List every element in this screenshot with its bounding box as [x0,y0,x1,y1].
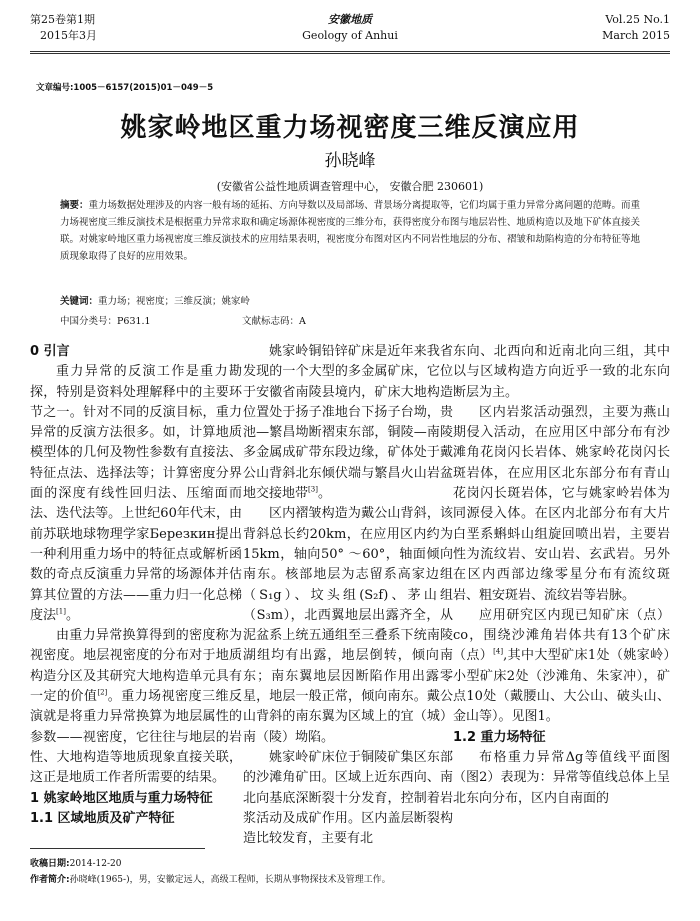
citation: [3] [308,485,318,494]
received-date: 收稿日期:2014-12-20 [30,859,122,869]
section-heading-1: 1 姚家岭地区地质与重力场特征 [30,790,213,806]
journal-name-en: Geology of Anhui [302,29,398,42]
keywords [60,293,250,307]
header-rule [30,51,670,52]
paragraph: 东向、北西向和近南北向三组，其中以与区域构造方向近乎一致的北东向断层为主。 [453,344,670,400]
subsection-heading-1-1: 1.1 区域地质及矿产特征 [30,810,175,826]
section-heading-intro: 0 引言 [30,344,70,359]
keywords-text: 重力场；视密度；三维反演；姚家岭 [98,296,251,307]
author-bio: 作者简介:孙晓峰(1965-)，男，安徽定远人，高级工程师，长期从事物探技术及管理工作。 [30,875,391,885]
author-name: 孙晓峰 [324,151,376,171]
column-1 [30,342,242,829]
date-cn: 2015年3月 [40,29,97,42]
footnote-rule [30,848,205,849]
volume-issue-en: Vol.25 No.1 [605,13,670,26]
citation: [2] [97,688,108,697]
paragraph: 区内褶皱构造为戴公山背斜，该背斜总长约20km，在应用区内约为15km，轴向50° ～60°，轴面倾向南东。核部地层为志留系高家边组（S₁g）、坟头组(S₂f)、茅山组（S₃m），北西翼地层出露齐全，从泥盆系上统五通组至三叠系下统南陵湖组均有出露，地层倒转，倾向南东；南东翼地层因断陷作用出露零星，地层一般正常，倾向南东。戴公山背斜的南东翼为区域上的宜（城）南（陵）坳陷。 [243,506,453,745]
footnote [30,856,391,888]
abstract-text: 重力场数据处理涉及的内容一般有场的延拓、方向导数以及局部场、背景场分离提取等，它们均属于重力异常分离问题的范畴。而重力场视密度三维反演技术是根据重力异常求取和确定场源体视密度的三维分布，获得密度分布图与地层岩性、地质构造以及地下矿体直接关联。对姚家岭地区重力场视密度三维反演技术的应用结果表明，视密度分布图对区内不同岩性地层的分布、褶皱和劫陷构造的分布特征等地质现象取得了良好的应用效果。 [60,200,640,262]
header-center [30,12,670,44]
paragraph: 由重力异常换算得到的密度称为视密度。地层视密度的分布对于地质构造分区及其研究大地构造单元具有一定的价值[2]。重力场视密度三维反演就是将重力异常换算为地层属性的参数——视密度，它往往与地层的岩性、大地构造等地质现象直接关联，这正是地质工作者所需要的结果。 [30,628,242,786]
volume-issue-cn: 第25卷第1期 [30,13,95,26]
paragraph: 应用研究区内现已知矿床（点）со，围绕沙滩角岩体共有13个矿床（点）[4],其中大型矿床1处（姚家岭）小型矿床2处（沙滩角、朱家冲），矿点10处（戴腰山、大公山、破头山、金山等）。见图1。 [453,607,670,725]
date-en: March 2015 [602,29,670,42]
paragraph: 布格重力异常Δg等值线平面图（图2）表现为：异常等值线总体上呈北东向分布，区内自南面的 [453,749,670,806]
paragraph: 重力异常的反演工作是重力勘探，特别是资料处理解释中的主要环节之一。针对不同的反演目标，重力异常的反演方法很多。如，计算地质模型体的几何及物性参数有直接法、特征点法、选择法等；计算密度分界面的深度有线性回归法、压缩面而法、迭代法等。上世纪60年代末，由前苏联地球物理学家Березкин提出一种利用重力场中的特征点或解析函数的奇点反演重力异常的场源体并估算其位置的方法——重力归一化总梯度法[1]。 [30,364,242,623]
column-3 [453,342,670,809]
column-2 [243,342,453,849]
paper-title: 姚家岭地区重力场视密度三维反演应用 [120,113,580,143]
classification-line [60,313,306,327]
abstract [60,197,640,265]
paragraph: 姚家岭矿床位于铜陵矿集区东部的沙滩角矿田。区域上近东西向、南北向基底深断裂十分发育，控制着岩浆活动及成矿作用。区内盖层断裂构造比较发育，主要有北 [243,749,453,847]
doc-code-label: 文献标志码： [242,316,300,327]
paragraph: 姚家岭铜铅锌矿床是近年来我省发现的一个大型的多金属矿床，它位于安徽省南陵县境内，矿床大地构造位置处于扬子准地台下扬子台坳，贵池—繁昌坳断褶束东部，铜陵—南陵多金属成矿带东段边缘，矿体处于戴公山背斜北东倾伏端与繁昌火山岩盆地交接地带[3]。 [243,344,453,502]
affiliation: (安徽省公益性地质调查管理中心， 安徽合肥 230601) [216,180,484,193]
running-header [30,12,670,46]
citation: [1] [56,607,66,616]
article-number: 文章编号:1005－6157(2015)01－049－5 [36,83,214,93]
clc-value: P631.1 [117,316,151,327]
subsection-heading-1-2: 1.2 重力场特征 [453,729,546,745]
paragraph: 区内岩浆活动强烈，主要为燕山期侵入活动，在应用区中部分布有沙滩角花岗闪长岩体、姚家岭花岗闪长斑岩体，在应用区北东部分布有青山花岗闪长斑岩体，它与姚家岭岩体为同源侵入体。在区内北部分布有大片白垩系蝌蚪山组旋回喷出岩，主要岩性为流纹岩、安山岩、玄武岩。另外在区内西部边缘零星分布有流纹斑岩、粗安斑岩、流纹岩等岩脉。 [453,404,670,603]
clc-label: 中国分类号： [60,316,118,327]
header-rule-thin [30,53,670,54]
citation: [4] [493,648,504,657]
header-right [602,12,670,44]
abstract-label: 摘要： [60,200,89,211]
keywords-label: 关键词： [60,296,99,307]
doc-code-value: A [299,316,306,327]
journal-name-cn: 安徽地质 [328,13,372,26]
